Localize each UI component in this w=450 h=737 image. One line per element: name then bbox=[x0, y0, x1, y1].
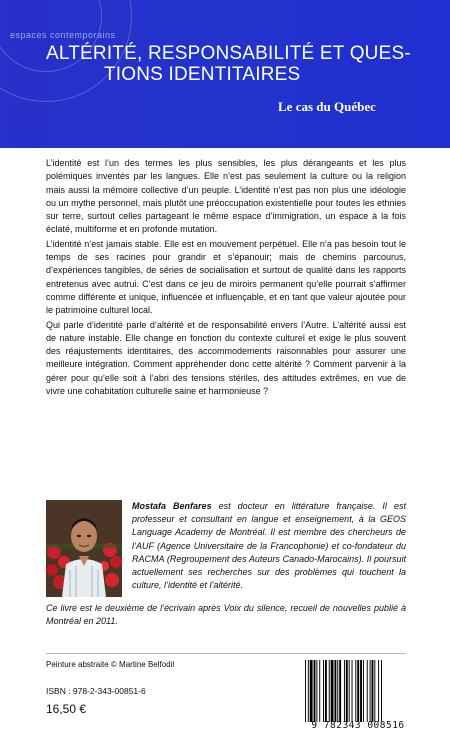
barcode-bar bbox=[360, 660, 362, 722]
barcode-bar bbox=[334, 660, 336, 722]
author-portrait-image bbox=[46, 500, 122, 597]
blurb-paragraph: Qui parle d’identité parle d’altérité et de responsabilité envers l’Autre. L’altérité aussi est de nature instable. Elle change en fonction du contexte culturel et exige le plus souvent des réajustements identitaires, des accommodements raisonnables pour assurer une meilleure intégration. Comment appréhender donc cette altérité ? Comment parvenir à la gérer pour qu’elle soit à l’abri des tensions stériles, des attitudes extrêmes, en vue de vivre une cohabitation culturelle saine et harmonieuse ? bbox=[46, 319, 406, 397]
barcode-bar bbox=[308, 660, 309, 722]
book-title bbox=[46, 43, 436, 85]
author-bio-text: est docteur en littérature française. Il est professeur et consultant en langue et enseignement, à la GEOS Language Academy de Montréal. Il est membre des chercheurs de l’AUF (Agence Universitaire de la Francophonie) et co-fondateur du RACMA (Regroupement des Auteurs Canado-Marocains). Il poursuit actuellement ses recherches sur des problèmes qui touchent la culture, l’identité et l’altérité. bbox=[132, 501, 406, 591]
cover-banner bbox=[0, 0, 450, 148]
author-bio bbox=[132, 500, 406, 592]
isbn: ISBN : 978-2-343-00851-6 bbox=[46, 686, 146, 696]
barcode-bar bbox=[381, 660, 382, 722]
blurb-paragraph: L’identité est l’un des termes les plus sensibles, les plus dérangeants et les plus polémiques inventés par les langues. Elle n’est pas seulement la culture ou la religion mais aussi la mémoire collective d’un peuple. L’identité n’est pas non plus une idéologie ou un mythe personnel, mais plutôt une préoccupation existentielle pour toutes les ethnies sur terre, surtout celles partageant le même espace d’immigration, un espace à la fois éclaté, multiforme et en profonde mutation. bbox=[46, 158, 406, 235]
barcode-bar bbox=[344, 660, 345, 722]
book-subtitle: Le cas du Québec bbox=[278, 99, 376, 114]
price: 16,50 € bbox=[46, 702, 87, 716]
barcode-bar bbox=[346, 660, 348, 722]
barcode-bar bbox=[329, 660, 330, 722]
barcode bbox=[303, 660, 413, 722]
barcode-bar bbox=[370, 660, 371, 722]
barcode-bar bbox=[367, 660, 368, 722]
barcode-bar bbox=[305, 660, 306, 722]
barcode-bar bbox=[310, 660, 313, 722]
barcode-bar bbox=[363, 660, 364, 722]
title-line-2: TIONS IDENTITAIRES bbox=[104, 64, 301, 85]
barcode-bar bbox=[355, 660, 356, 722]
barcode-bar bbox=[314, 660, 316, 722]
barcode-bar bbox=[339, 660, 341, 722]
title-line-1: ALTÉRITÉ, RESPONSABILITÉ ET QUES- bbox=[46, 43, 411, 64]
barcode-bar bbox=[349, 660, 350, 722]
barcode-bar bbox=[378, 660, 379, 722]
cover-credit: Peinture abstraite © Martine Belfodil bbox=[46, 660, 175, 669]
author-name: Mostafa Benfares bbox=[132, 501, 212, 511]
barcode-number: 9 782343 008516 bbox=[311, 720, 405, 731]
barcode-bar bbox=[337, 660, 338, 722]
barcode-bar bbox=[352, 660, 353, 722]
author-photo bbox=[46, 500, 122, 597]
series-name: espaces contemporains bbox=[10, 30, 116, 40]
blurb-text bbox=[46, 157, 406, 399]
barcode-bar bbox=[325, 660, 327, 722]
divider bbox=[46, 653, 406, 654]
barcode-bar bbox=[357, 660, 359, 722]
barcode-bar bbox=[331, 660, 334, 722]
barcode-bar bbox=[323, 660, 324, 722]
blurb-paragraph: L’identité n’est jamais stable. Elle est en mouvement perpétuel. Elle n’a pas besoin tout le temps de ses racines pour grandir et s’épanouir; mais de chemins parcourus, d’expériences tangibles, de séries de socialisation et surtout de qualité dans les rapports entretenus avec autrui. C’est dans ce jeu de miroirs permanent qu’elle pourrait s’affirmer comme différente et unique, influencée et influençable, et en tant que valeur ajoutée pour le patrimoine culturel local. bbox=[46, 238, 406, 316]
barcode-bar bbox=[316, 660, 317, 722]
publication-note: Ce livre est le deuxième de l’écrivain après Voix du silence, recueil de nouvelles publié à Montréal en 2011. bbox=[46, 603, 406, 626]
barcode-bar bbox=[374, 660, 375, 722]
barcode-bar bbox=[372, 660, 374, 722]
barcode-bar bbox=[319, 660, 320, 722]
